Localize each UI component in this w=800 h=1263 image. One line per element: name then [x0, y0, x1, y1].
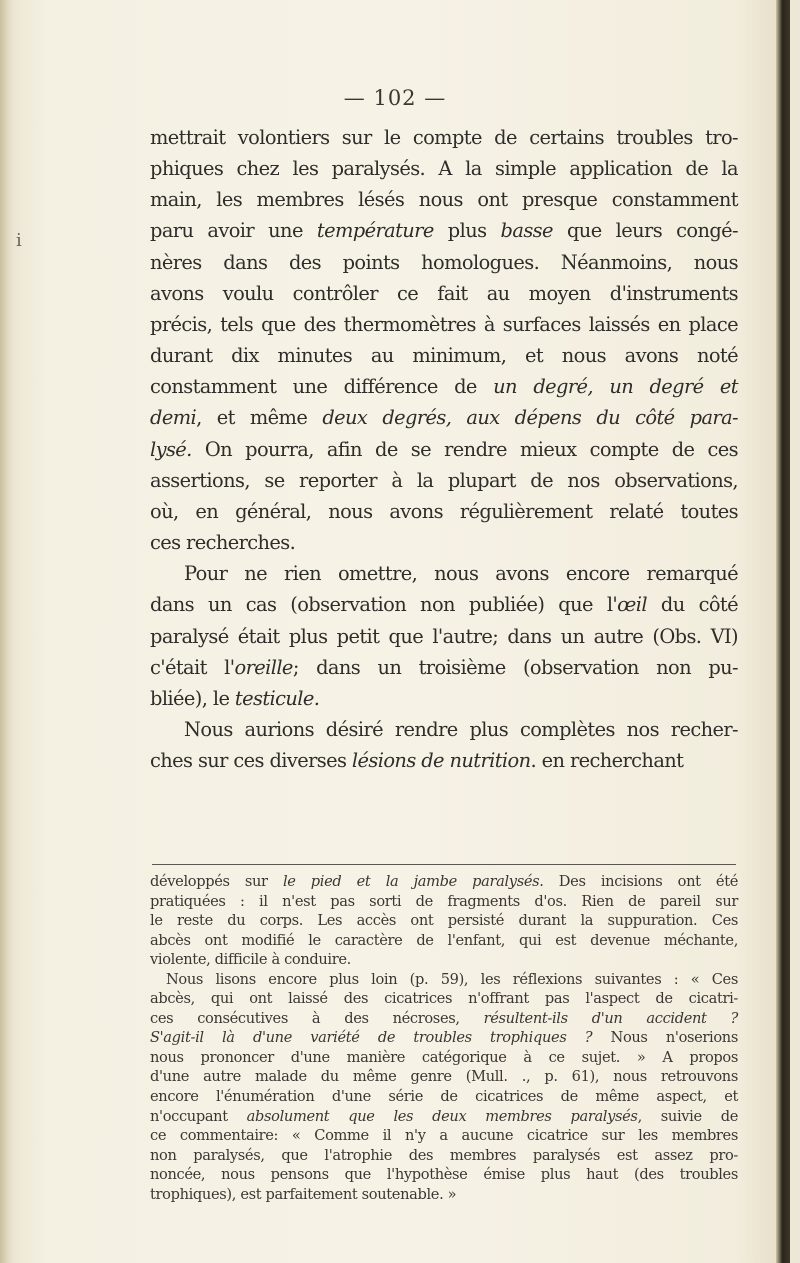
text-run: que leurs congé-: [552, 219, 738, 243]
footnote-line: [150, 1087, 738, 1107]
text-run: ; dans un troisième (observation non pu-: [292, 655, 738, 679]
footnote-line: [150, 1185, 738, 1205]
paragraph-line: [150, 527, 738, 558]
italic-text: absolument que les deux membres paralysés: [246, 1107, 638, 1125]
text-run: le reste du corps. Les accès ont persisté durant la suppuration. Ces: [150, 912, 738, 930]
footnote-rule: [152, 864, 736, 865]
page-right-edge: [776, 0, 790, 1263]
text-run: main, les membres lésés nous ont presque constamment: [150, 188, 738, 212]
paragraph-line: [150, 122, 738, 153]
text-run: On pourra, afin de se rendre mieux compte de ces: [191, 437, 738, 461]
italic-text: demi: [150, 406, 197, 430]
text-run: précis, tels que des thermomètres à surfaces laissés en place: [150, 312, 738, 336]
italic-text: œil: [617, 593, 647, 617]
paragraph-line: [150, 465, 738, 496]
text-run: pratiquées : il n'est pas sorti de fragments d'os. Rien de pareil sur: [150, 892, 738, 910]
text-run: développés sur: [150, 873, 283, 890]
text-run: Nous aurions désiré rendre plus complètes nos recher-: [184, 717, 738, 741]
italic-text: deux degrés, aux dépens du côté para-: [322, 406, 738, 430]
paragraph-line: [150, 621, 738, 652]
footnote-line: [150, 1146, 738, 1166]
italic-text: S'agit-il là d'une variété de troubles trophiques ?: [150, 1029, 593, 1047]
text-run: durant dix minutes au minimum, et nous avons noté: [150, 344, 738, 368]
footnote-line: [150, 1107, 738, 1127]
footnote-line: [150, 989, 738, 1009]
text-run: paru avoir une: [150, 219, 317, 243]
text-run: mettrait volontiers sur le compte de certains troubles tro-: [150, 126, 738, 149]
text-run: ches sur ces diverses: [150, 749, 352, 773]
paragraph-line: [150, 683, 738, 714]
text-run: noncée, nous pensons que l'hypothèse émise plus haut (des troubles: [150, 1166, 738, 1184]
footnote-line: [150, 1126, 738, 1146]
text-run: non paralysés, que l'atrophie des membres paralysés est assez pro-: [150, 1146, 738, 1164]
italic-text: oreille: [234, 655, 293, 679]
text-run: assertions, se reporter à la plupart de nos observations,: [150, 468, 738, 492]
footnote-text: [150, 872, 738, 1204]
margin-mark: i: [16, 230, 22, 251]
text-run: abcès ont modifié le caractère de l'enfant, qui est devenue méchante,: [150, 931, 738, 949]
italic-text: lésions de nutrition: [351, 749, 531, 773]
paragraph-line: [150, 589, 738, 620]
text-run: abcès, qui ont laissé des cicatrices n'offrant pas l'aspect de cicatri-: [150, 990, 738, 1008]
paragraph-line: [150, 340, 738, 371]
text-run: nères dans des points homologues. Néanmoins, nous: [150, 250, 738, 274]
paragraph-line: [150, 558, 738, 589]
footnote-line: [150, 950, 738, 970]
text-run: trophiques), est parfaitement soutenable. »: [150, 1185, 457, 1203]
text-run: du côté: [646, 593, 738, 617]
text-run: . Des incisions ont été: [539, 873, 739, 890]
text-run: n'occupant: [150, 1107, 247, 1125]
text-run: d'une autre malade du même genre (Mull. ., p. 61), nous retrouvons: [150, 1068, 738, 1086]
page-left-edge: [0, 0, 14, 1263]
main-text: [150, 122, 738, 776]
page-number: — 102 —: [343, 86, 447, 110]
text-run: Nous n'oserions: [592, 1029, 738, 1047]
footnote-line: [150, 872, 738, 892]
text-run: Nous lisons encore plus loin (p. 59), les réflexions suivantes : « Ces: [166, 970, 738, 988]
paragraph-line: [150, 153, 738, 184]
paragraph-line: [150, 371, 738, 402]
italic-text: résultent-ils d'un accident ?: [483, 1009, 738, 1027]
paragraph-line: [150, 434, 738, 465]
text-run: ces recherches.: [150, 531, 296, 555]
text-run: avons voulu contrôler ce fait au moyen d'instruments: [150, 281, 738, 305]
italic-text: température: [316, 219, 434, 243]
text-run: constamment une différence de: [150, 375, 494, 399]
footnote-line: [150, 1165, 738, 1185]
footnote-line: [150, 892, 738, 912]
paragraph-line: [150, 745, 738, 776]
footnote-line: [150, 1067, 738, 1087]
italic-text: lysé.: [150, 437, 192, 461]
footnote-line: [150, 931, 738, 951]
footnote-line: [150, 911, 738, 931]
footnote-line: [150, 1028, 738, 1048]
italic-text: un degré, un degré et: [493, 375, 738, 399]
italic-text: le pied et la jambe paralysés: [282, 873, 540, 890]
paragraph-line: [150, 714, 738, 745]
text-run: bliée), le: [150, 686, 235, 710]
paragraph-line: [150, 496, 738, 527]
text-run: . en recherchant: [530, 749, 684, 773]
text-run: ces consécutives à des nécroses,: [150, 1009, 484, 1027]
paragraph-line: [150, 247, 738, 278]
italic-text: testicule.: [234, 686, 320, 710]
text-run: phiques chez les paralysés. A la simple application de la: [150, 157, 738, 181]
text-run: encore l'énumération d'une série de cicatrices de même aspect, et: [150, 1088, 738, 1106]
footnote-line: [150, 970, 738, 990]
text-run: c'était l': [150, 655, 235, 679]
paragraph-line: [150, 652, 738, 683]
text-run: nous prononcer d'une manière catégorique à ce sujet. » A propos: [150, 1048, 738, 1066]
paragraph-line: [150, 278, 738, 309]
text-run: Pour ne rien omettre, nous avons encore remarqué: [184, 562, 738, 586]
text-run: où, en général, nous avons régulièrement relaté toutes: [150, 499, 738, 523]
paragraph-line: [150, 184, 738, 215]
text-run: paralysé était plus petit que l'autre; dans un autre (Obs. VI): [150, 624, 738, 648]
text-run: violente, difficile à conduire.: [150, 951, 351, 969]
text-run: plus: [433, 219, 501, 243]
footnote-line: [150, 1048, 738, 1068]
paragraph-line: [150, 215, 738, 246]
text-run: , et même: [196, 406, 323, 430]
text-run: dans un cas (observation non publiée) que l': [150, 593, 618, 617]
text-run: , suivie de: [637, 1107, 738, 1125]
footnote-line: [150, 1009, 738, 1029]
text-run: ce commentaire: « Comme il n'y a aucune cicatrice sur les membres: [150, 1127, 738, 1145]
paragraph-line: [150, 402, 738, 433]
paragraph-line: [150, 309, 738, 340]
italic-text: basse: [500, 219, 553, 243]
